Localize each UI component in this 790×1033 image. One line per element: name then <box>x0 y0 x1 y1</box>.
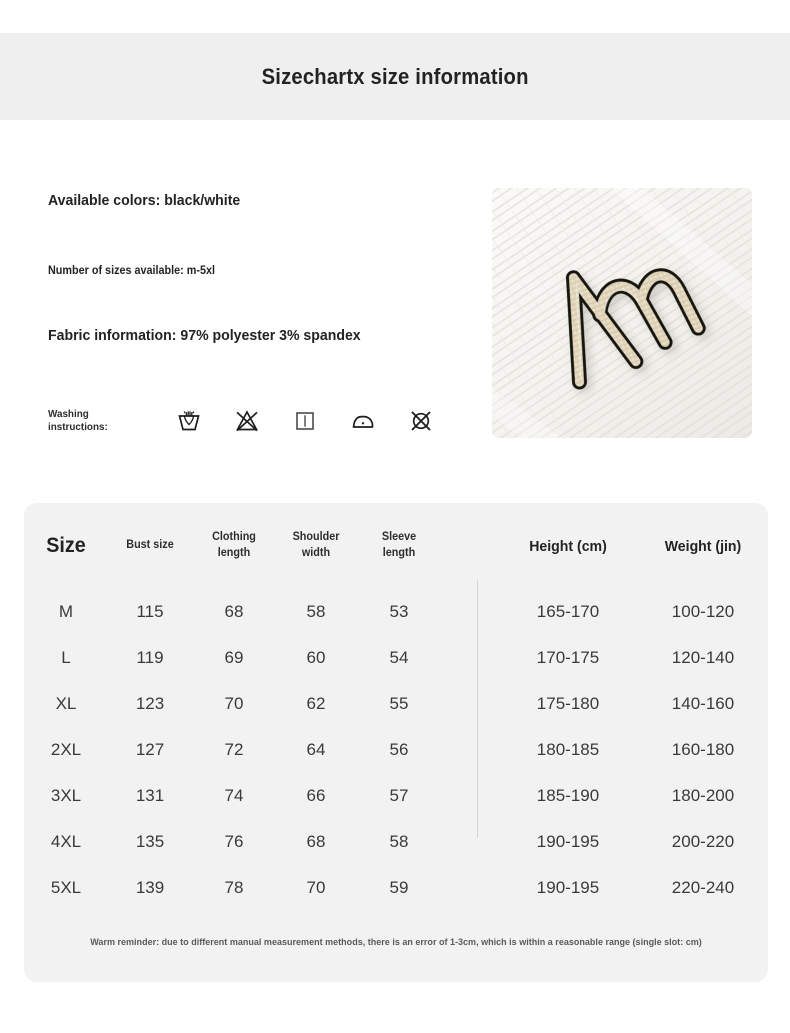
cell-weight: 120-140 <box>671 648 735 667</box>
cell-size: 2XL <box>50 740 82 759</box>
cell-weight: 100-120 <box>671 602 735 621</box>
cell-shoulder: 60 <box>306 648 326 667</box>
cell-sleeve: 53 <box>389 602 409 621</box>
page-header-band <box>0 33 790 120</box>
cell-bust: 123 <box>135 694 165 713</box>
cell-height: 180-185 <box>536 740 600 759</box>
column-header-shoulder-line2: width <box>301 547 331 559</box>
cell-height: 170-175 <box>536 648 600 667</box>
cell-size: 3XL <box>50 786 82 805</box>
cell-sleeve: 56 <box>389 740 409 759</box>
cell-shoulder: 62 <box>306 694 326 713</box>
cell-size: 5XL <box>50 878 82 897</box>
available-sizes-text: Number of sizes available: m-5xl <box>48 265 216 277</box>
cell-shoulder: 58 <box>306 602 326 621</box>
cell-size: M <box>58 602 74 621</box>
cell-clothing: 74 <box>224 786 244 805</box>
cell-size: 4XL <box>50 832 82 851</box>
column-header-shoulder-line1: Shoulder <box>292 531 340 544</box>
cell-height: 175-180 <box>536 694 600 713</box>
column-header-bust: Bust size <box>126 539 174 552</box>
cell-bust: 127 <box>135 740 165 759</box>
do-not-bleach-icon <box>234 408 260 434</box>
cell-height: 185-190 <box>536 786 600 805</box>
product-image <box>492 188 752 438</box>
size-chart-panel <box>24 503 768 982</box>
cell-size: XL <box>55 694 77 713</box>
washing-label-line2: instructions: <box>48 421 108 434</box>
cell-bust: 115 <box>136 602 164 621</box>
column-header-sleeve-line2: length <box>382 547 416 559</box>
cell-sleeve: 55 <box>389 694 409 713</box>
washing-instructions-label <box>48 408 161 434</box>
table-row <box>24 727 768 773</box>
hand-wash-icon <box>176 408 202 434</box>
column-header-shoulder-width <box>278 530 353 562</box>
measurement-disclaimer-note: Warm reminder: due to different manual measurement methods, there is an error of 1-3cm, which is within a reasonable range (single slot: cm) <box>90 937 702 948</box>
washing-icon-group <box>176 408 434 434</box>
cell-height: 190-195 <box>536 832 600 851</box>
cell-shoulder: 68 <box>306 832 326 851</box>
table-row <box>24 681 768 727</box>
cell-weight: 200-220 <box>671 832 735 851</box>
table-row <box>24 865 768 911</box>
cell-weight: 180-200 <box>671 786 735 805</box>
column-header-clothing-line1: Clothing <box>212 531 256 544</box>
column-header-sleeve-length <box>359 530 440 562</box>
cell-clothing: 70 <box>224 694 244 713</box>
column-header-clothing-length <box>195 530 274 562</box>
iron-low-heat-icon <box>350 408 376 434</box>
table-row <box>24 819 768 865</box>
available-colors-text: Available colors: black/white <box>48 192 241 209</box>
cell-weight: 140-160 <box>671 694 735 713</box>
cell-size: L <box>61 648 71 667</box>
column-header-sleeve-line1: Sleeve <box>381 531 417 544</box>
cell-clothing: 76 <box>224 832 244 851</box>
cell-bust: 131 <box>135 786 165 805</box>
cell-clothing: 69 <box>224 648 244 667</box>
washing-instructions-row <box>48 408 468 434</box>
cell-shoulder: 64 <box>306 740 326 759</box>
column-header-clothing-line2: length <box>217 547 251 559</box>
cell-height: 190-195 <box>536 878 600 897</box>
cell-clothing: 72 <box>224 740 244 759</box>
cell-clothing: 78 <box>224 878 244 897</box>
table-row <box>24 589 768 635</box>
cell-weight: 160-180 <box>671 740 735 759</box>
cell-sleeve: 59 <box>389 878 409 897</box>
cell-sleeve: 54 <box>389 648 409 667</box>
cell-sleeve: 57 <box>389 786 409 805</box>
do-not-dry-clean-icon <box>408 408 434 434</box>
column-header-size: Size <box>46 534 86 557</box>
table-row <box>24 635 768 681</box>
cell-shoulder: 70 <box>306 878 326 897</box>
column-header-height: Height (cm) <box>529 537 607 555</box>
table-header-row <box>24 503 768 589</box>
drip-dry-icon <box>292 408 318 434</box>
page-title: Sizechartx size information <box>261 63 529 89</box>
cell-sleeve: 58 <box>389 832 409 851</box>
product-info-block <box>48 185 468 344</box>
table-row <box>24 773 768 819</box>
cell-weight: 220-240 <box>671 878 735 897</box>
cell-shoulder: 66 <box>306 786 326 805</box>
cell-bust: 119 <box>136 648 164 667</box>
cell-bust: 139 <box>135 878 165 897</box>
size-chart-table <box>24 503 768 911</box>
cell-clothing: 68 <box>224 602 244 621</box>
cell-bust: 135 <box>135 832 165 851</box>
fabric-information-text: Fabric information: 97% polyester 3% spandex <box>48 327 361 344</box>
cell-height: 165-170 <box>536 602 600 621</box>
washing-label-line1: Washing <box>48 408 89 420</box>
column-header-weight: Weight (jin) <box>664 537 742 555</box>
